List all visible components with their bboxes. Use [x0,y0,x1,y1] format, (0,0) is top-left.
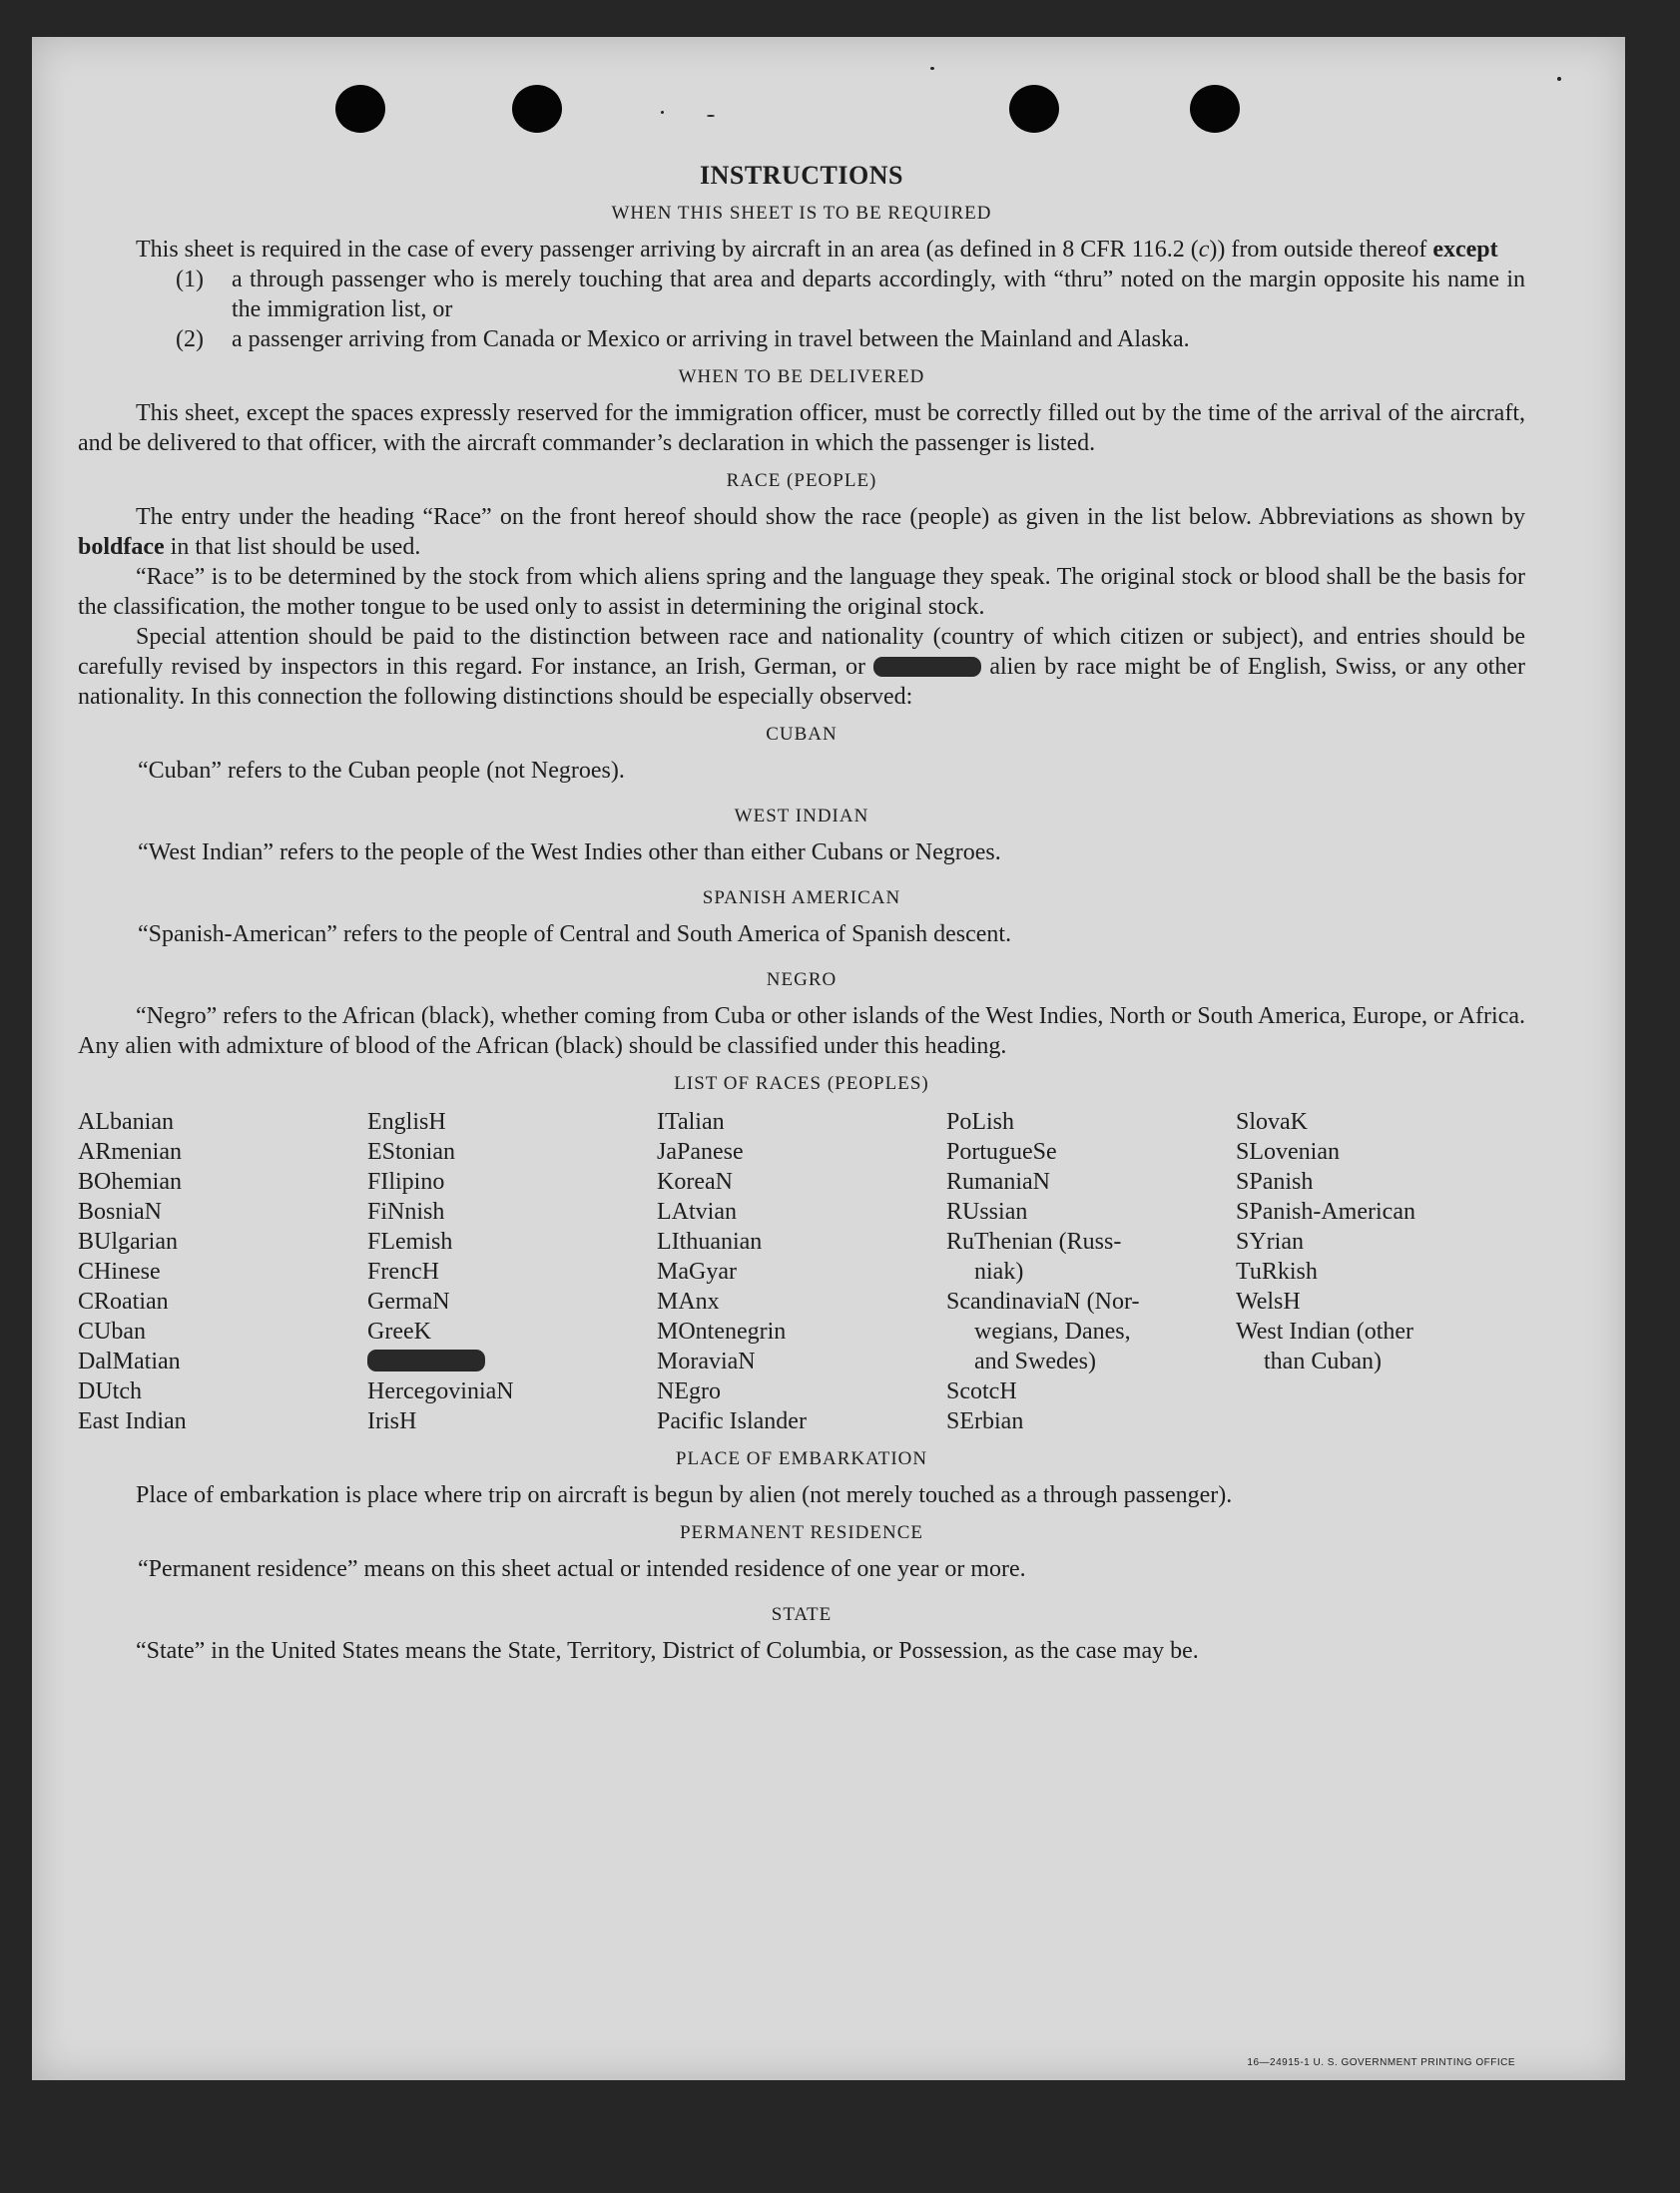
race-entry: West Indian (other [1236,1319,1414,1345]
speck [1557,77,1561,81]
residence-paragraph: “Permanent residence” means on this sheet actual or intended residence of one year or more. [138,1556,1026,1582]
redaction-mark [367,1350,485,1371]
redaction-mark [873,657,981,677]
section-heading-list: LIST OF RACES (PEOPLES) [674,1073,929,1094]
race-entry: KoreaN [657,1169,733,1195]
instructions-body [78,161,1525,1666]
race-entry: RuThenian (Russ- [946,1229,1122,1255]
section-heading-west-indian: WEST INDIAN [734,806,869,826]
race-paragraph-2: “Race” is to be determined by the stock from which aliens spring and the language they speak. The original stock or blood shall be the basis for the classification, the mother tongue to be used only to assist in determining the original stock. [78,564,1525,620]
required-paragraph: This sheet is required in the case of every passenger arriving by aircraft in an area (as defined in 8 CFR 116.2 (c)) from outside thereof except [136,237,1498,263]
race-entry: and Swedes) [974,1349,1096,1374]
race-entry: wegians, Danes, [974,1319,1131,1345]
race-entry: SlovaK [1236,1109,1308,1135]
race-entry: CUban [78,1319,146,1345]
document-sheet [32,37,1625,2080]
punch-hole [335,85,385,133]
delivered-paragraph: This sheet, except the spaces expressly reserved for the immigration officer, must be correctly filled out by the time of the arrival of the aircraft, and be delivered to that officer, with the aircraft commander’s declaration in which the passenger is listed. [78,400,1525,456]
race-entry: ScandinaviaN (Nor- [946,1289,1140,1315]
race-entry: ITalian [657,1109,725,1135]
race-entry: GreeK [367,1319,431,1345]
section-heading-state: STATE [771,1604,833,1625]
race-entry: MAnx [657,1289,720,1315]
embarkation-paragraph: Place of embarkation is place where trip on aircraft is begun by alien (not merely touched as a through passenger). [136,1482,1233,1508]
race-entry: niak) [974,1259,1024,1285]
speck [661,111,664,114]
race-entry: PortugueSe [946,1139,1057,1165]
race-entry: Pacific Islander [657,1408,807,1434]
race-entry: SPanish-American [1236,1199,1415,1225]
page-title: INSTRUCTIONS [700,161,903,190]
race-entry: IrisH [367,1408,417,1434]
race-entry: LAtvian [657,1199,737,1225]
race-entry: SPanish [1236,1169,1314,1195]
race-column-3 [657,1107,946,1436]
west-indian-paragraph: “West Indian” refers to the people of the West Indies other than either Cubans or Negroes. [138,839,1001,865]
section-heading-race: RACE (PEOPLE) [726,470,877,491]
exception-item-2: (2) a passenger arriving from Canada or Mexico or arriving in travel between the Mainland and Alaska. [176,326,1190,352]
punch-hole [512,85,562,133]
race-entry: RUssian [946,1199,1028,1225]
race-entry: GermaN [367,1289,450,1315]
section-heading-negro: NEGRO [766,969,838,990]
race-entry: NEgro [657,1378,721,1404]
race-entry: BosniaN [78,1199,162,1225]
race-entry: TuRkish [1236,1259,1318,1285]
race-entry: FIlipino [367,1169,445,1195]
race-entry: BOhemian [78,1169,182,1195]
race-entry: MaGyar [657,1259,737,1285]
race-entry: FLemish [367,1229,453,1255]
race-entry-redacted [367,1347,657,1376]
race-entry: MoraviaN [657,1349,756,1374]
race-entry: SYrian [1236,1229,1304,1255]
race-entry: CHinese [78,1259,161,1285]
speck [707,115,715,117]
race-column-5 [1236,1107,1525,1436]
race-entry: EnglisH [367,1109,446,1135]
race-entry: HercegoviniaN [367,1378,514,1404]
race-entry: JaPanese [657,1139,744,1165]
section-heading-residence: PERMANENT RESIDENCE [679,1522,924,1543]
section-heading-required: WHEN THIS SHEET IS TO BE REQUIRED [611,203,992,224]
spanish-american-paragraph: “Spanish-American” refers to the people of Central and South America of Spanish descent. [138,921,1012,947]
race-entry: BUlgarian [78,1229,178,1255]
race-entry: DalMatian [78,1349,181,1374]
race-entry: SLovenian [1236,1139,1340,1165]
speck [930,67,934,70]
negro-paragraph: “Negro” refers to the African (black), whether coming from Cuba or other islands of the West Indies, North or South America, Europe, or Africa. Any alien with admixture of blood of the African (black) should be classified under this heading. [78,1003,1525,1059]
race-paragraph-1: The entry under the heading “Race” on the front hereof should show the race (people) as given in the list below. Abbreviations as shown by boldface in that list should be used. [78,504,1525,560]
section-heading-cuban: CUBAN [766,724,838,745]
race-entry: LIthuanian [657,1229,763,1255]
race-entry: FiNnish [367,1199,445,1225]
race-column-4 [946,1107,1236,1436]
race-entry: FrencH [367,1259,439,1285]
race-entry: CRoatian [78,1289,169,1315]
race-list [78,1107,1525,1436]
race-entry: PoLish [946,1109,1015,1135]
printer-imprint: 16—24915-1 U. S. GOVERNMENT PRINTING OFFICE [1247,2057,1515,2068]
race-entry: East Indian [78,1408,187,1434]
section-heading-spanish-american: SPANISH AMERICAN [702,887,901,908]
race-entry: WelsH [1236,1289,1301,1315]
race-entry: MOntenegrin [657,1319,787,1345]
race-entry: DUtch [78,1378,142,1404]
state-paragraph: “State” in the United States means the State, Territory, District of Columbia, or Possession, as the case may be. [136,1638,1199,1664]
race-entry: ALbanian [78,1109,174,1135]
section-heading-embarkation: PLACE OF EMBARKATION [675,1448,928,1469]
race-entry: SErbian [946,1408,1024,1434]
race-column-1 [78,1107,367,1436]
race-entry: EStonian [367,1139,455,1165]
punch-hole [1009,85,1059,133]
cuban-paragraph: “Cuban” refers to the Cuban people (not Negroes). [138,758,625,784]
race-column-2 [367,1107,657,1436]
race-entry: ARmenian [78,1139,182,1165]
race-paragraph-3: Special attention should be paid to the distinction between race and nationality (country of which citizen or subject), and entries should be carefully revised by inspectors in this regard. For instance, an Irish, German, or alien by race might be of English, Swiss, or any other nationality. In this connection the following distinctions should be especially observed: [78,624,1526,710]
exception-item-1: (1) a through passenger who is merely touching that area and departs accordingly, with “thru” noted on the margin opposite his name in the immigration list, or [176,267,1525,322]
race-entry: ScotcH [946,1378,1017,1404]
race-entry: RumaniaN [946,1169,1050,1195]
punch-hole [1190,85,1240,133]
section-heading-delivered: WHEN TO BE DELIVERED [678,366,925,387]
race-entry: than Cuban) [1264,1349,1382,1374]
